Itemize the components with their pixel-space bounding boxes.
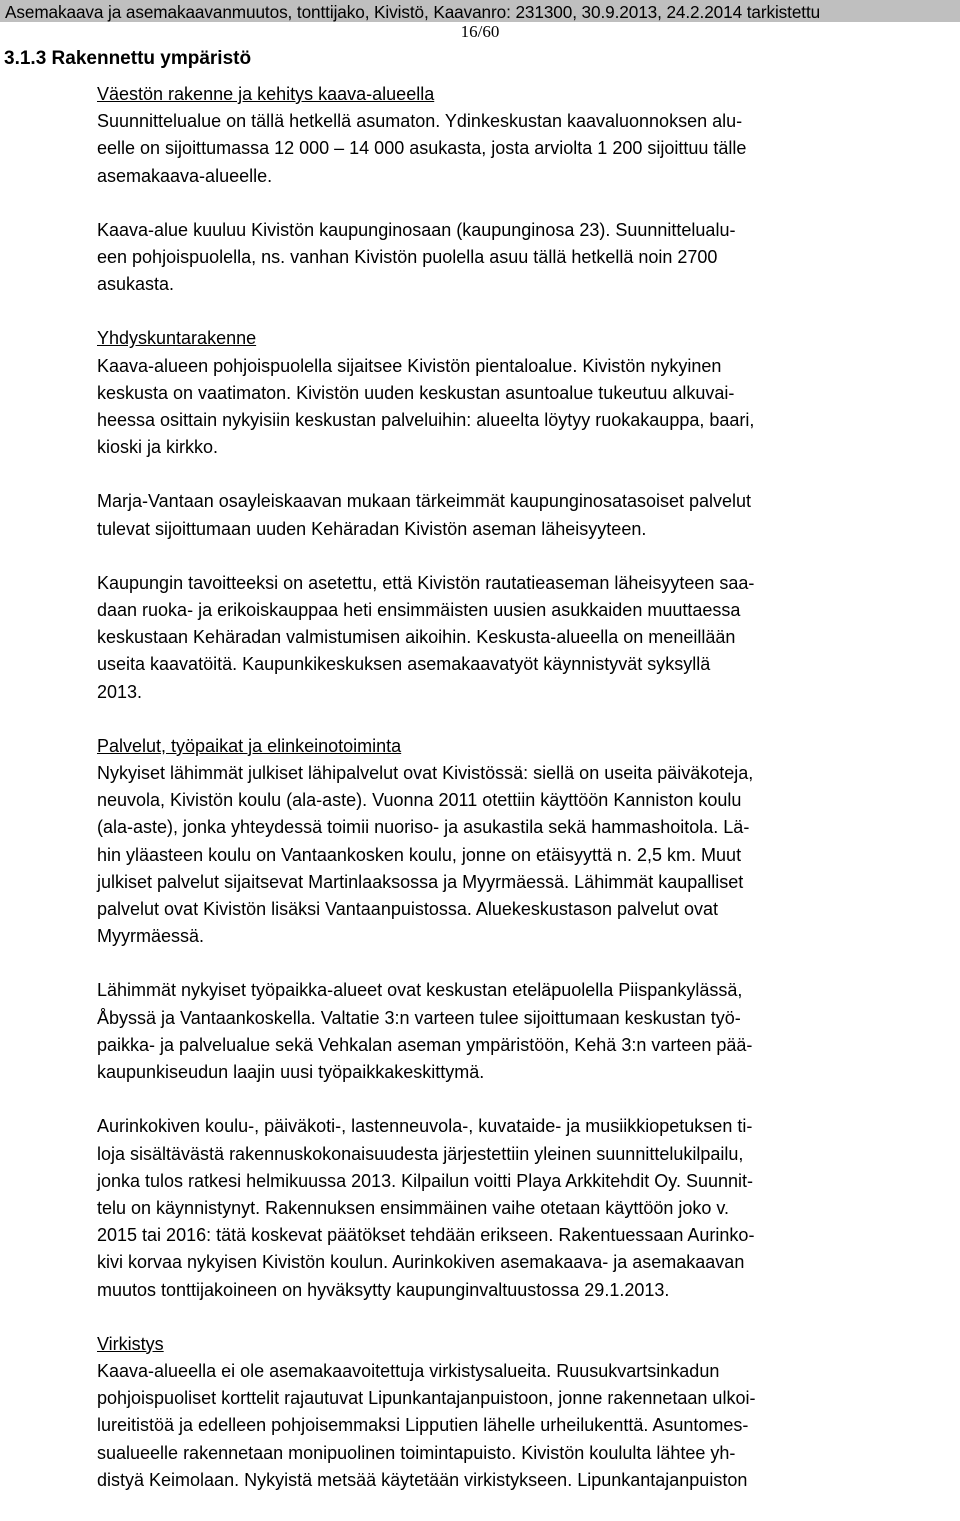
- text-line: pohjoispuoliset korttelit rajautuvat Lipunkantajanpuistoon, jonne rakennetaan ulkoi-: [97, 1388, 756, 1409]
- text-line: jonka tulos ratkesi helmikuussa 2013. Kilpailun voitti Playa Arkkitehdit Oy. Suunnit-: [97, 1170, 753, 1191]
- text-line: eelle on sijoittumassa 12 000 – 14 000 asukasta, josta arviolta 1 200 sijoittuu tälle: [97, 138, 747, 159]
- subheading-community-structure: Yhdyskuntarakenne: [97, 328, 257, 349]
- text-line: heessa osittain nykyisiin keskustan palveluihin: alueelta löytyy ruokakauppa, baari,: [97, 410, 755, 431]
- paragraph: [97, 570, 952, 706]
- text-line: Myyrmäessä.: [97, 926, 205, 947]
- text-line: Lähimmät nykyiset työpaikka-alueet ovat keskustan eteläpuolella Piispankylässä,: [97, 980, 743, 1001]
- text-line: sualueelle rakennetaan monipuolinen toimintapuisto. Kivistön koululta lähtee yh-: [97, 1442, 736, 1463]
- text-line: daan ruoka- ja erikoiskauppaa heti ensimmäisten uusien asukkaiden muuttaessa: [97, 600, 741, 621]
- text-line: asemakaava-alueelle.: [97, 165, 273, 186]
- text-line: paikka- ja palvelualue sekä Vehkalan aseman ympäristöön, Kehä 3:n varteen pää-: [97, 1034, 753, 1055]
- text-line: neuvola, Kivistön koulu (ala-aste). Vuonna 2011 otettiin käyttöön Kanniston koulu: [97, 790, 742, 811]
- text-line: kivi korvaa nykyisen Kivistön koulun. Aurinkokiven asemakaava- ja asemakaavan: [97, 1252, 745, 1273]
- text-line: asukasta.: [97, 274, 175, 295]
- paragraph: [97, 217, 952, 299]
- text-line: keskustaan Kehäradan valmistumisen aikoihin. Keskusta-alueella on meneillään: [97, 627, 736, 648]
- paragraph: [97, 488, 952, 542]
- text-line: tulevat sijoittumaan uuden Kehäradan Kivistön aseman läheisyyteen.: [97, 518, 647, 539]
- subheading-population: Väestön rakenne ja kehitys kaava-alueella: [97, 84, 435, 104]
- text-line: Kaava-alue kuuluu Kivistön kaupunginosaan (kaupunginosa 23). Suunnittelualu-: [97, 219, 736, 240]
- text-line: Kaava-alueella ei ole asemakaavoitettuja virkistysalueita. Ruusukvartsinkadun: [97, 1360, 720, 1381]
- text-line: julkiset palvelut sijaitsevat Martinlaaksossa ja Myyrmäessä. Lähimmät kaupalliset: [97, 871, 744, 892]
- text-line: 2015 tai 2016: tätä koskevat päätökset tehdään erikseen. Rakentuessaan Aurinko-: [97, 1225, 755, 1246]
- text-line: Aurinkokiven koulu-, päiväkoti-, lastenneuvola-, kuvataide- ja musiikkiopetuksen ti-: [97, 1116, 753, 1137]
- text-line: Kaupungin tavoitteeksi on asetettu, että Kivistön rautatieaseman läheisyyteen saa-: [97, 572, 755, 593]
- subheading-recreation: Virkistys: [97, 1333, 164, 1354]
- text-line: Åbyssä ja Vantaankoskella. Valtatie 3:n varteen tulee sijoittumaan keskustan työ-: [97, 1007, 741, 1028]
- text-line: keskusta on vaatimaton. Kivistön uuden keskustan asuntoalue tukeutuu alkuvai-: [97, 382, 735, 403]
- text-line: Suunnittelualue on tällä hetkellä asumaton. Ydinkeskustan kaavaluonnoksen alu-: [97, 111, 743, 132]
- paragraph: [97, 977, 952, 1086]
- text-line: 2013.: [97, 681, 143, 702]
- text-line: hin yläasteen koulu on Vantaankosken koulu, jonne on etäisyyttä n. 2,5 km. Muut: [97, 844, 742, 865]
- text-line: Marja-Vantaan osayleiskaavan mukaan tärkeimmät kaupunginosatasoiset palvelut: [97, 491, 752, 512]
- paragraph: [97, 760, 952, 950]
- page-number: 16/60: [460, 22, 500, 41]
- paragraph: [97, 1113, 952, 1303]
- text-line: kaupunkiseudun laajin uusi työpaikkakeskittymä.: [97, 1062, 485, 1083]
- paragraph: [97, 353, 952, 462]
- text-line: palvelut ovat Kivistön lisäksi Vantaanpuistossa. Aluekeskustason palvelut ovat: [97, 899, 719, 920]
- text-line: useita kaavatöitä. Kaupunkikeskuksen asemakaavatyöt käynnistyvät syksyllä: [97, 654, 711, 675]
- text-line: een pohjoispuolella, ns. vanhan Kivistön puolella asuu tällä hetkellä noin 2700: [97, 247, 718, 268]
- subheading-services: Palvelut, työpaikat ja elinkeinotoiminta: [97, 735, 402, 756]
- text-line: kioski ja kirkko.: [97, 437, 219, 458]
- text-line: muutos tonttijakoineen on hyväksytty kaupunginvaltuustossa 29.1.2013.: [97, 1279, 670, 1300]
- section-heading: 3.1.3 Rakennettu ympäristö: [4, 48, 252, 69]
- text-line: (ala-aste), jonka yhteydessä toimii nuoriso- ja asukastila sekä hammashoitola. Lä-: [97, 817, 750, 838]
- document-body: [97, 81, 952, 1521]
- text-line: lureitistöä ja edelleen pohjoisemmaksi Lipputien lähelle urheilukenttä. Asuntomes-: [97, 1415, 749, 1436]
- paragraph: [97, 1358, 952, 1494]
- paragraph: [97, 108, 952, 190]
- document-title: Asemakaava ja asemakaavanmuutos, tonttijako, Kivistö, Kaavanro: 231300, 30.9.2013, 24.2.2014 tarkistettu: [5, 2, 821, 22]
- document-header: [0, 0, 960, 22]
- text-line: Nykyiset lähimmät julkiset lähipalvelut ovat Kivistössä: siellä on useita päiväkoteja,: [97, 763, 754, 784]
- text-line: distyä Keimolaan. Nykyistä metsää käytetään virkistykseen. Lipunkantajanpuiston: [97, 1469, 748, 1490]
- text-line: telu on käynnistynyt. Rakennuksen ensimmäinen vaihe otetaan käyttöön joko v.: [97, 1197, 730, 1218]
- text-line: loja sisältävästä rakennuskokonaisuudesta järjestettiin yleinen suunnittelukilpailu,: [97, 1143, 744, 1164]
- text-line: Kaava-alueen pohjoispuolella sijaitsee Kivistön pientaloalue. Kivistön nykyinen: [97, 355, 722, 376]
